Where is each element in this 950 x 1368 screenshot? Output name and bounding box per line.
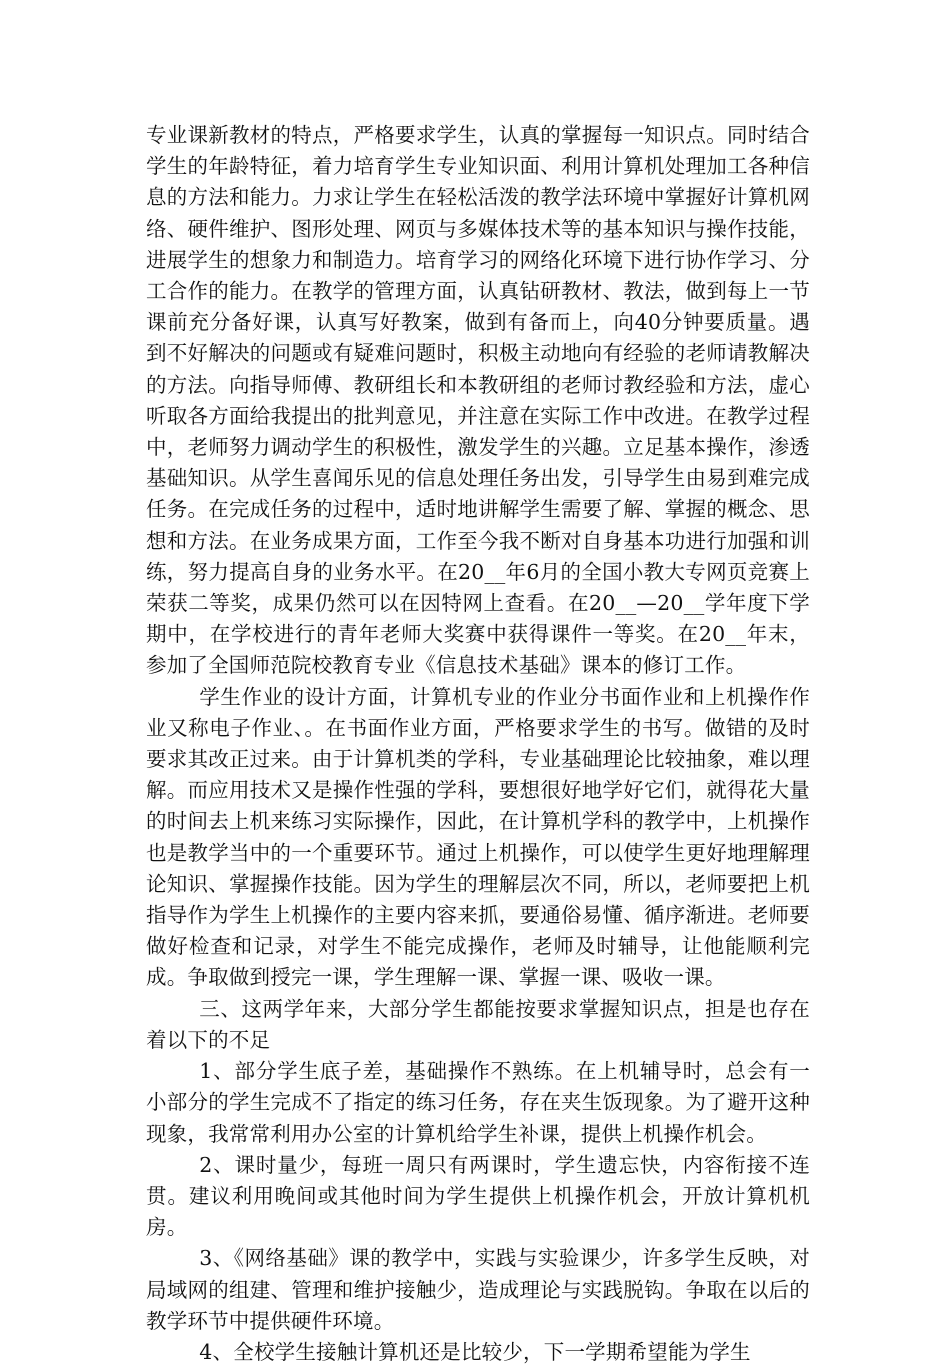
paragraph-1: 专业课新教材的特点，严格要求学生，认真的掌握每一知识点。同时结合学生的年龄特征，着力培育学生专业知识面、利用计算机处理加工各种信息的方法和能力。力求让学生在轻松活泼的教学法环境中掌握好计算机网络、硬件维护、图形处理、网页与多媒体技术等的基本知识与操作技能，进展学生的想象力和制造力。培育学习的网络化环境下进行协作学习、分工合作的能力。在教学的管理方面，认真钻研教材、教法，做到每上一节课前充分备好课，认真写好教案，做到有备而上，向40分钟要质量。遇到不好解决的问题或有疑难问题时，积极主动地向有经验的老师请教解决的方法。向指导师傅、教研组长和本教研组的老师讨教经验和方法，虚心听取各方面给我提出的批判意见，并注意在实际工作中改进。在教学过程中，老师努力调动学生的积极性，激发学生的兴趣。立足基本操作，渗透基础知识。从学生喜闻乐见的信息处理任务出发，引导学生由易到难完成任务。在完成任务的过程中，适时地讲解学生需要了解、掌握的概念、思想和方法。在业务成果方面，工作至今我不断对自身基本功进行加强和训练，努力提高自身的业务水平。在20__年6月的全国小教大专网页竞赛上荣获二等奖，成果仍然可以在因特网上查看。在20__—20__学年度下学期中，在学校进行的青年老师大奖赛中获得课件一等奖。在20__年末，参加了全国师范院校教育专业《信息技术基础》课本的修订工作。	[146, 123, 810, 678]
paragraph-4-item-1: 1、部分学生底子差，基础操作不熟练。在上机辅导时，总会有一小部分的学生完成不了指定的练习任务，存在夹生饭现象。为了避开这种现象，我常常利用办公室的计算机给学生补课，提供上机操作机会。	[146, 1059, 810, 1146]
paragraph-7-item-4: 4、全校学生接触计算机还是比较少，下一学期希望能为学生	[199, 1339, 751, 1364]
paragraph-5-item-2: 2、课时量少，每班一周只有两课时，学生遗忘快，内容衔接不连贯。建议利用晚间或其他时间为学生提供上机操作机会，开放计算机机房。	[146, 1152, 810, 1240]
paragraph-3-heading: 三、这两学年来，大部分学生都能按要求掌握知识点，担是也存在着以下的不足	[146, 996, 810, 1052]
document-body	[146, 120, 810, 1368]
paragraph-2: 学生作业的设计方面，计算机专业的作业分书面作业和上机操作作业又称电子作业、。在书面作业方面，严格要求学生的书写。做错的及时要求其改正过来。由于计算机类的学科，专业基础理论比较抽象，难以理解。而应用技术又是操作性强的学科，要想很好地学好它们，就得花大量的时间去上机来练习实际操作，因此，在计算机学科的教学中，上机操作也是教学当中的一个重要环节。通过上机操作，可以使学生更好地理解理论知识、掌握操作技能。因为学生的理解层次不同，所以，老师要把上机指导作为学生上机操作的主要内容来抓，要通俗易懂、循序渐进。老师要做好检查和记录，对学生不能完成操作，老师及时辅导，让他能顺利完成。争取做到授完一课，学生理解一课、掌握一课、吸收一课。	[146, 684, 810, 990]
paragraph-6-item-3: 3、《网络基础》课的教学中，实践与实验课少，许多学生反映，对局域网的组建、管理和维护接触少，造成理论与实践脱钩。争取在以后的教学环节中提供硬件环境。	[146, 1246, 810, 1333]
